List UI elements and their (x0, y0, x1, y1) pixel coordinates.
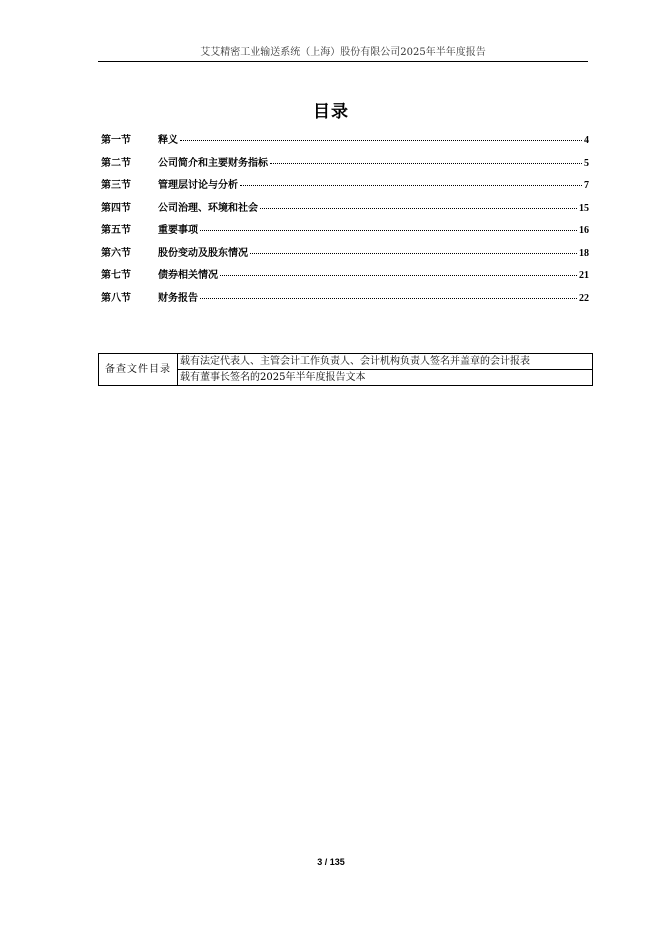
reference-document-item: 载有法定代表人、主管会计工作负责人、会计机构负责人签名并盖章的会计报表 (178, 354, 593, 370)
reference-document-item: 载有董事长签名的2025年半年度报告文本 (178, 370, 593, 386)
toc-page-number: 16 (579, 225, 589, 236)
toc-section-number: 第二节 (101, 157, 131, 169)
toc-section-number: 第一节 (101, 135, 131, 146)
toc-page-number: 15 (579, 202, 589, 214)
toc-page-number: 18 (579, 247, 589, 259)
toc-section-title: 公司简介和主要财务指标 (158, 157, 268, 169)
toc-entry[interactable] (101, 131, 589, 154)
page-title: 目录 (313, 102, 349, 122)
toc-section-number: 第六节 (101, 247, 131, 259)
reference-documents-table (98, 353, 593, 386)
toc-entry[interactable] (101, 154, 589, 177)
toc-section-number: 第八节 (101, 292, 131, 304)
toc-page-number: 4 (584, 135, 589, 146)
toc-leader-dots (260, 208, 577, 209)
page-number-footer: 3 / 135 (317, 857, 345, 867)
toc-section-number: 第七节 (101, 270, 131, 281)
toc-leader-dots (200, 230, 577, 231)
toc-entry[interactable] (101, 266, 589, 289)
toc-section-number: 第五节 (101, 225, 131, 236)
toc-page-number: 5 (584, 157, 589, 169)
toc-leader-dots (180, 140, 582, 141)
toc-page-number: 7 (584, 180, 589, 191)
toc-leader-dots (240, 185, 582, 186)
toc-leader-dots (250, 253, 577, 254)
toc-page-number: 22 (579, 292, 589, 304)
toc-entry[interactable] (101, 244, 589, 267)
page-header: 艾艾精密工业输送系统（上海）股份有限公司2025年半年度报告 (98, 44, 588, 62)
toc-entry[interactable] (101, 221, 589, 244)
toc-section-title: 财务报告 (158, 292, 198, 304)
toc-section-title: 公司治理、环境和社会 (158, 202, 258, 214)
toc-section-number: 第三节 (101, 180, 131, 191)
toc-section-title: 重要事项 (158, 225, 198, 236)
toc-entry[interactable] (101, 176, 589, 199)
toc-section-title: 股份变动及股东情况 (158, 247, 248, 259)
toc-section-title: 管理层讨论与分析 (158, 180, 238, 191)
toc-leader-dots (270, 163, 582, 164)
reference-documents-heading: 备查文件目录 (99, 354, 178, 386)
toc-section-title: 债券相关情况 (158, 270, 218, 281)
table-of-contents (101, 131, 589, 311)
toc-entry[interactable] (101, 289, 589, 312)
toc-leader-dots (220, 275, 577, 276)
toc-page-number: 21 (579, 270, 589, 281)
toc-leader-dots (200, 298, 577, 299)
toc-section-number: 第四节 (101, 202, 131, 214)
toc-entry[interactable] (101, 199, 589, 222)
table-row (99, 354, 593, 370)
toc-section-title: 释义 (158, 135, 178, 146)
